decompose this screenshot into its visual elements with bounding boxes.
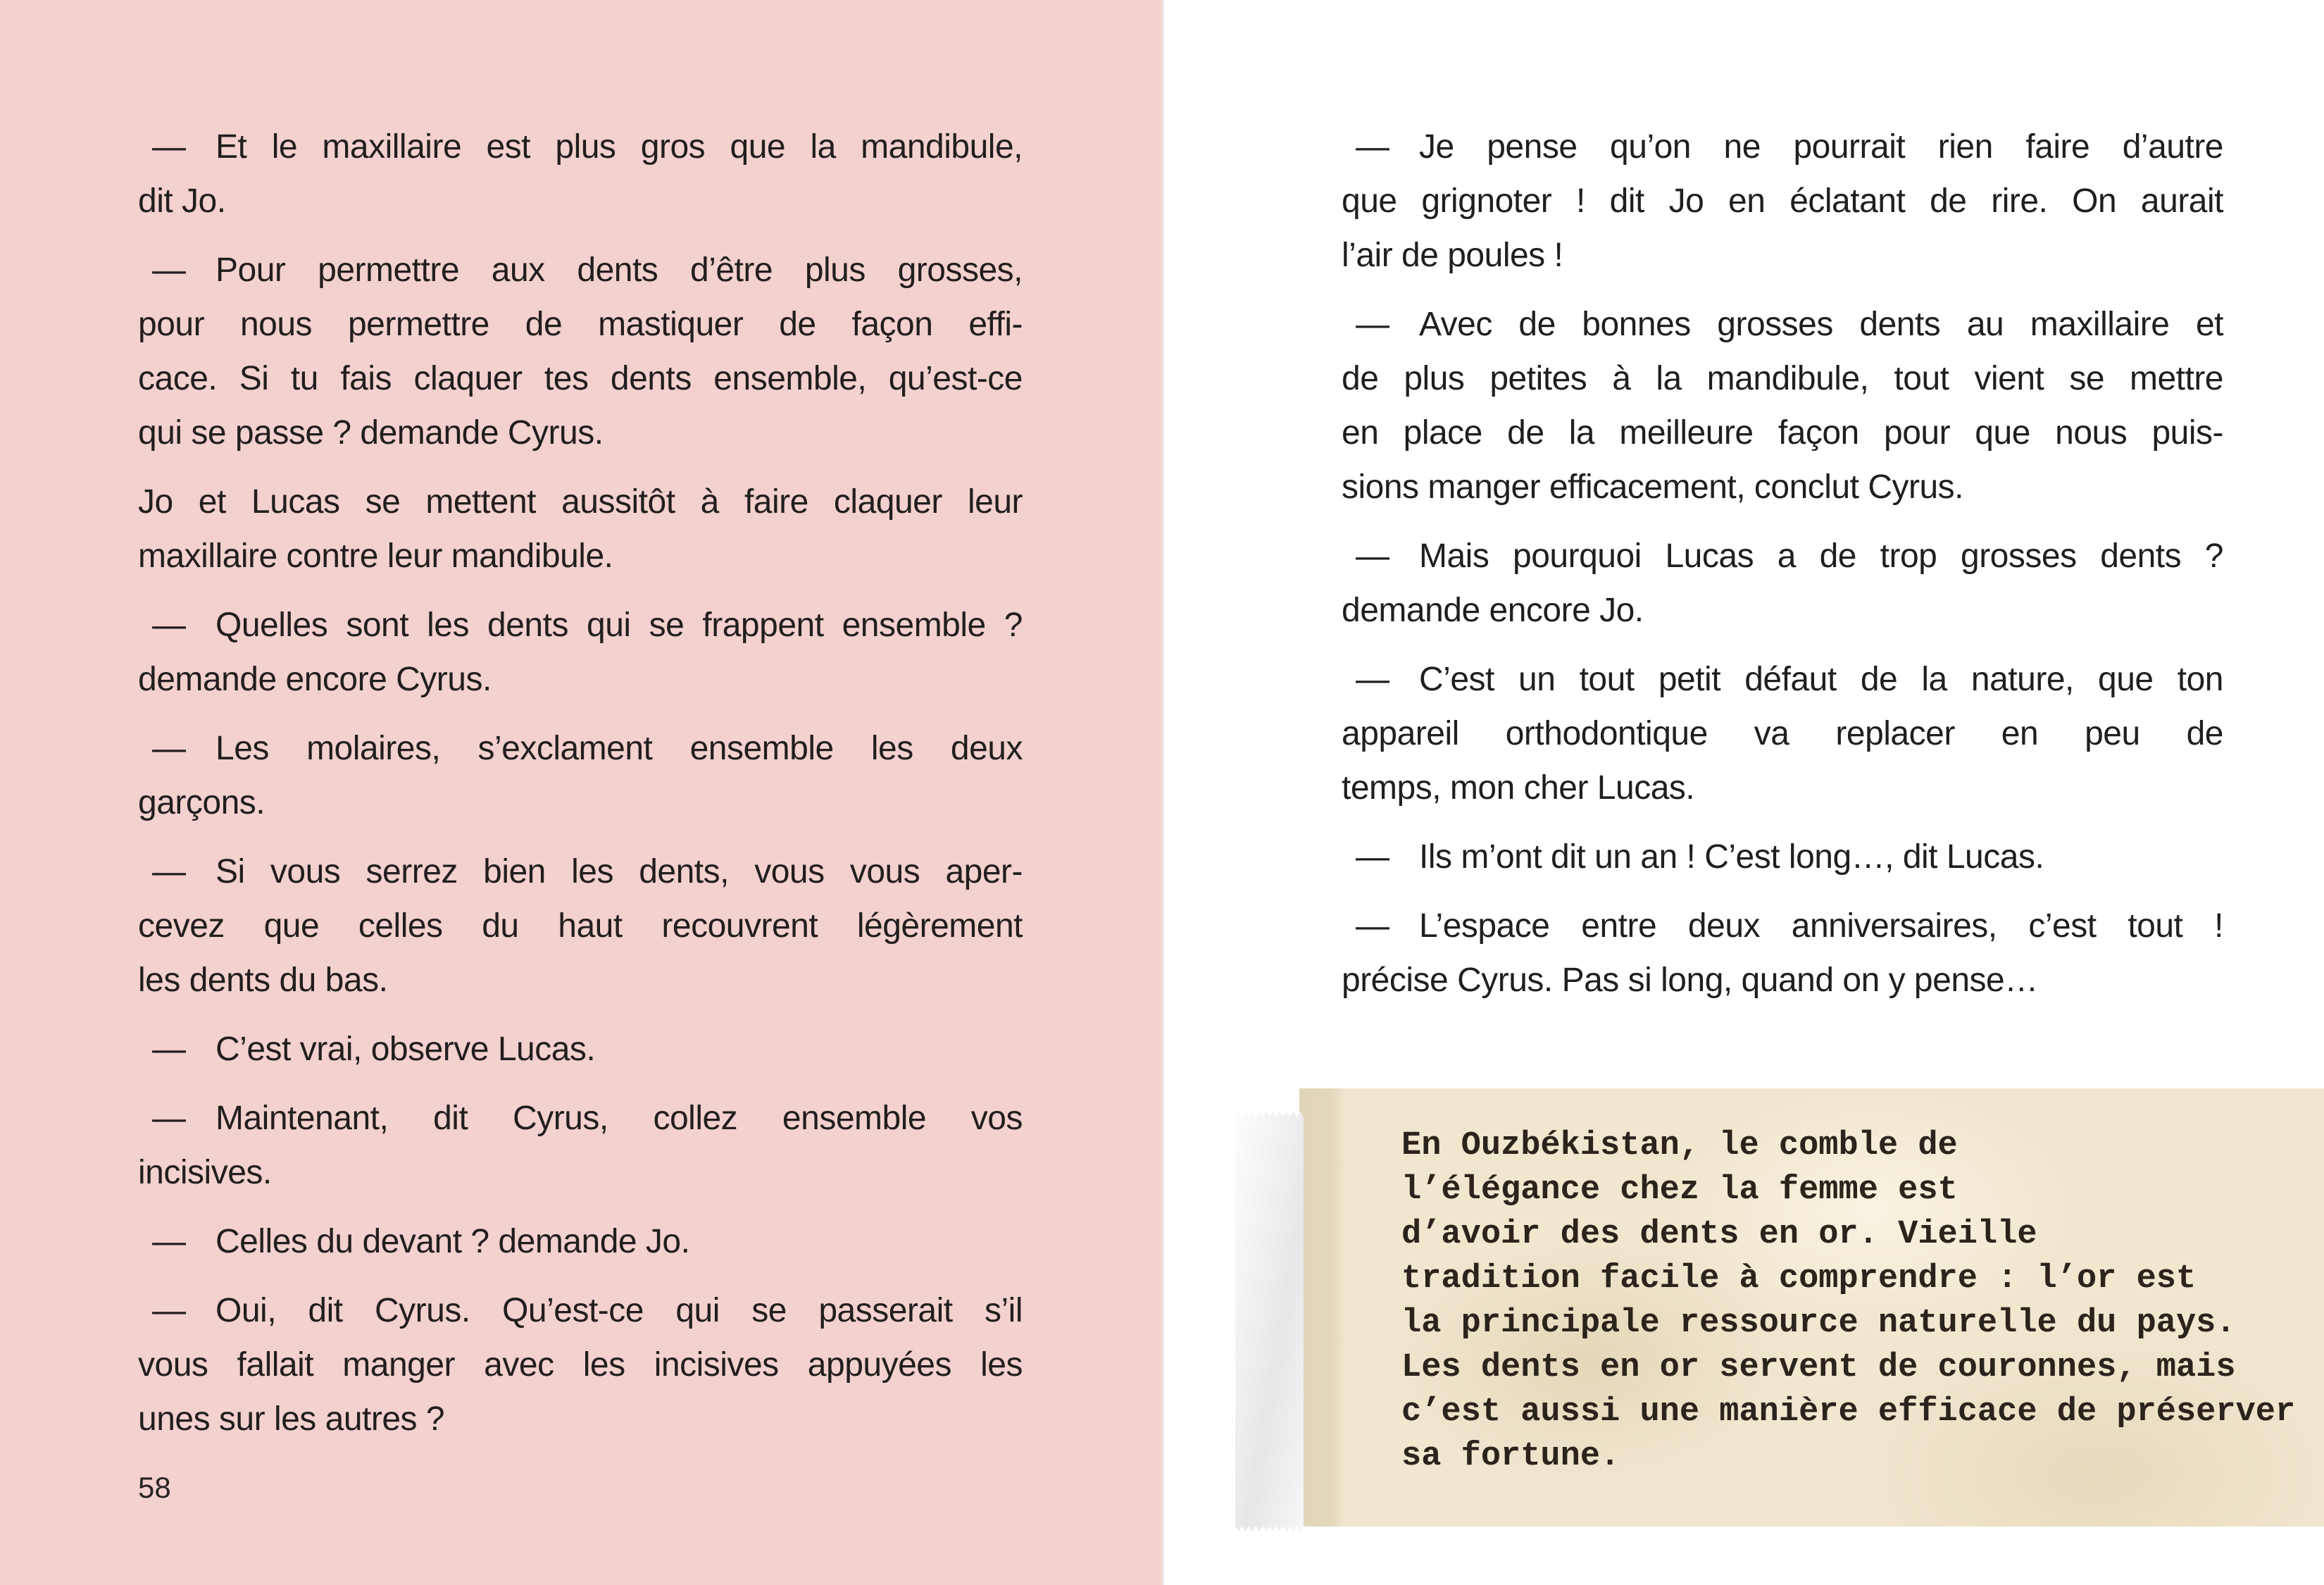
text-line: — Pour permettre aux dents d’être plus grosses, — [138, 243, 1023, 297]
text-line: — Quelles sont les dents qui se frappent ensemble ? — [138, 598, 1023, 652]
note-text-line: la principale ressource naturelle du pays. — [1401, 1305, 2236, 1342]
text-line: incisives. — [138, 1154, 272, 1191]
dialogue-paragraph — [138, 1022, 1023, 1076]
dialogue-paragraph — [1342, 297, 2223, 514]
text-line: sions manger efficacement, conclut Cyrus. — [1342, 468, 1964, 506]
em-dash: — — [152, 607, 186, 644]
dialogue-paragraph — [1342, 652, 2223, 815]
note-text-line: sa fortune. — [1401, 1438, 1620, 1475]
em-dash: — — [152, 730, 186, 767]
text-line: demande encore Jo. — [1342, 592, 1644, 629]
text-line: temps, mon cher Lucas. — [1342, 769, 1695, 807]
dialogue-paragraph — [138, 243, 1023, 460]
dialogue-paragraph — [1342, 899, 2223, 1007]
text-line: les dents du bas. — [138, 962, 388, 999]
em-dash: — — [152, 1292, 186, 1329]
text-line: unes sur les autres ? — [138, 1400, 445, 1438]
text-line: cevez que celles du haut recouvrent légèrement — [138, 907, 1023, 945]
text-line: — Oui, dit Cyrus. Qu’est-ce qui se passerait s’il — [138, 1283, 1023, 1338]
em-dash: — — [152, 1223, 186, 1260]
dialogue-paragraph — [138, 1283, 1023, 1446]
em-dash: — — [1356, 661, 1389, 698]
em-dash: — — [1356, 537, 1389, 575]
left-text-column — [138, 120, 1023, 1446]
note-left-edge — [1299, 1088, 1346, 1527]
em-dash: — — [152, 1100, 186, 1137]
note-text-line: l’élégance chez la femme est — [1401, 1171, 1958, 1209]
text-line: Jo et Lucas se mettent aussitôt à faire claquer leur — [138, 483, 1023, 521]
text-line: — Mais pourquoi Lucas a de trop grosses dents ? — [1342, 529, 2223, 583]
text-line: — Celles du devant ? demande Jo. — [138, 1214, 1023, 1269]
em-dash: — — [1356, 306, 1389, 343]
dialogue-paragraph — [1342, 120, 2223, 282]
page-right — [1162, 0, 2324, 1585]
dialogue-paragraph — [138, 1091, 1023, 1200]
page-number: 58 — [138, 1471, 171, 1504]
note-text-line: tradition facile à comprendre : l’or est — [1401, 1260, 2197, 1298]
em-dash: — — [1356, 128, 1389, 166]
text-line: cace. Si tu fais claquer tes dents ensemble, qu’est-ce — [138, 360, 1023, 397]
text-line: — Avec de bonnes grosses dents au maxillaire et — [1342, 297, 2223, 352]
text-line: — L’espace entre deux anniversaires, c’est tout ! — [1342, 899, 2223, 953]
text-line: — Les molaires, s’exclament ensemble les deux — [138, 721, 1023, 776]
text-line: que grignoter ! dit Jo en éclatant de rire. On aurait — [1342, 182, 2223, 220]
note-text-line: En Ouzbékistan, le comble de — [1401, 1127, 1958, 1164]
text-line: précise Cyrus. Pas si long, quand on y pense… — [1342, 962, 2038, 999]
dialogue-paragraph — [138, 845, 1023, 1007]
text-line: l’air de poules ! — [1342, 237, 1563, 274]
text-line: pour nous permettre de mastiquer de façon effi- — [138, 306, 1023, 343]
text-line: — Je pense qu’on ne pourrait rien faire d’autre — [1342, 120, 2223, 174]
text-line: — C’est un tout petit défaut de la nature, que ton — [1342, 652, 2223, 707]
torn-paper-strip — [1235, 1112, 1304, 1531]
text-line: en place de la meilleure façon pour que nous puis- — [1342, 414, 2223, 452]
dialogue-paragraph — [1342, 529, 2223, 638]
text-line: appareil orthodontique va replacer en peu de — [1342, 715, 2223, 752]
text-line: — C’est vrai, observe Lucas. — [138, 1022, 1023, 1076]
dialogue-paragraph — [138, 120, 1023, 228]
dialogue-paragraph — [138, 1214, 1023, 1269]
text-line: de plus petites à la mandibule, tout vient se mettre — [1342, 360, 2223, 397]
text-line: — Maintenant, dit Cyrus, collez ensemble vos — [138, 1091, 1023, 1145]
dialogue-paragraph — [1342, 830, 2223, 884]
page-gutter — [1162, 0, 1164, 1585]
dialogue-paragraph — [138, 721, 1023, 830]
note-text-line: d’avoir des dents en or. Vieille — [1401, 1216, 2037, 1253]
text-line: vous fallait manger avec les incisives appuyées les — [138, 1346, 1023, 1384]
em-dash: — — [152, 1031, 186, 1068]
note-text-line: Les dents en or servent de couronnes, mais — [1401, 1349, 2236, 1386]
note-text — [1401, 1124, 2317, 1479]
text-line: maxillaire contre leur mandibule. — [138, 537, 613, 575]
text-line: — Si vous serrez bien les dents, vous vous aper- — [138, 845, 1023, 899]
text-line: demande encore Cyrus. — [138, 661, 492, 698]
dialogue-paragraph — [138, 598, 1023, 707]
em-dash: — — [152, 853, 186, 890]
text-line: dit Jo. — [138, 182, 226, 220]
em-dash: — — [152, 251, 186, 289]
em-dash: — — [1356, 838, 1389, 876]
em-dash: — — [152, 128, 186, 166]
text-line: — Et le maxillaire est plus gros que la mandibule, — [138, 120, 1023, 174]
text-line: — Ils m’ont dit un an ! C’est long…, dit Lucas. — [1342, 830, 2223, 884]
fact-note — [1299, 1088, 2324, 1527]
text-line: qui se passe ? demande Cyrus. — [138, 414, 604, 452]
narration-paragraph — [138, 475, 1023, 583]
right-text-column — [1342, 120, 2223, 1007]
note-text-line: c’est aussi une manière efficace de préserver — [1401, 1393, 2296, 1431]
text-line: garçons. — [138, 784, 265, 821]
em-dash: — — [1356, 907, 1389, 945]
